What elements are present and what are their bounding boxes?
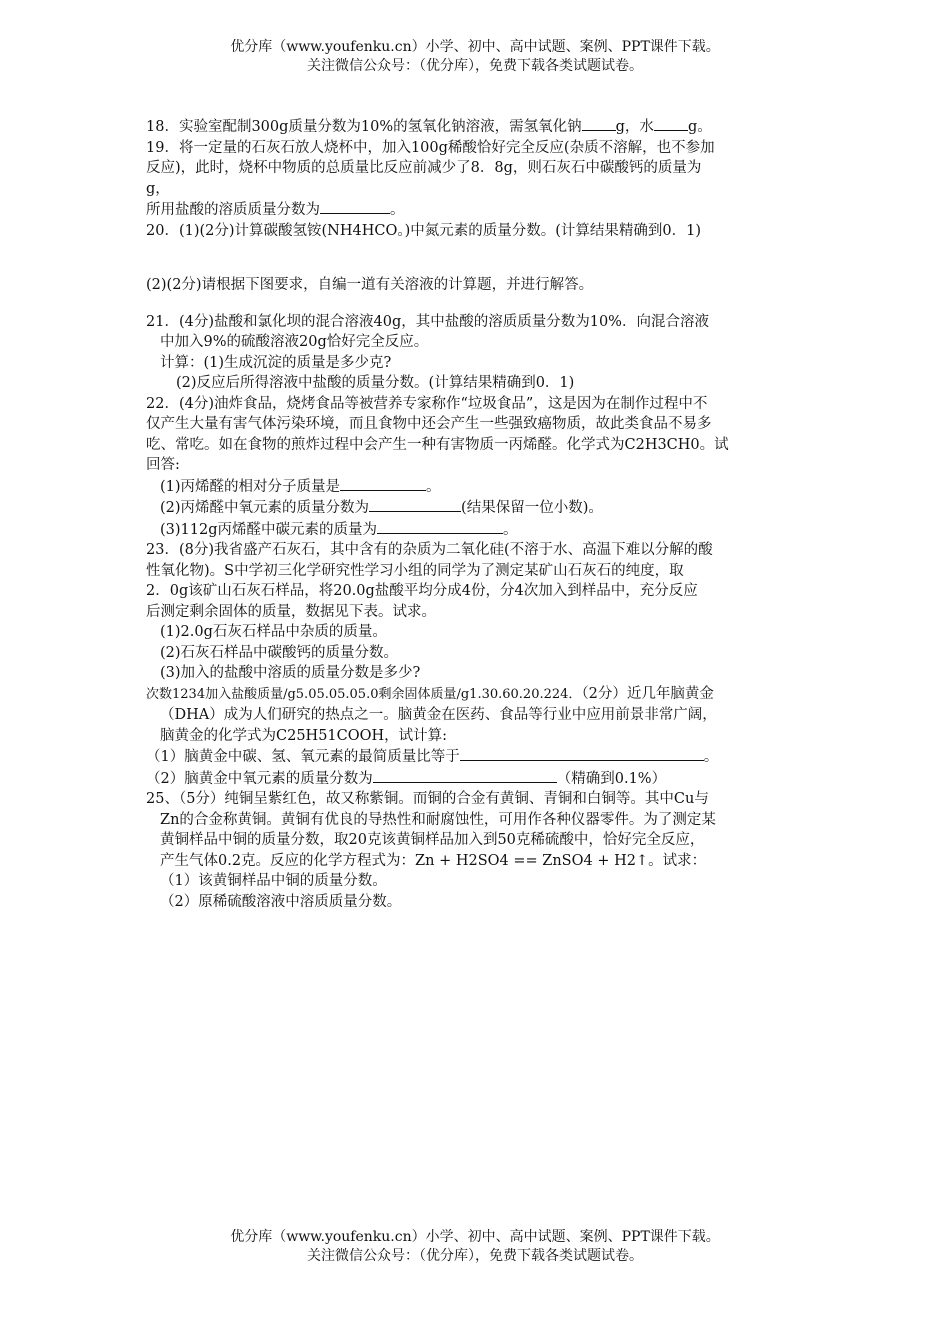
answer-blank[interactable] bbox=[369, 497, 461, 512]
answer-blank[interactable] bbox=[340, 476, 426, 491]
header-line-2: 关注微信公众号：（优分库），免费下载各类试题试卷。 bbox=[307, 58, 643, 74]
footer-line-2: 关注微信公众号：（优分库），免费下载各类试题试卷。 bbox=[307, 1248, 643, 1264]
page-footer bbox=[0, 1228, 950, 1266]
question-21: 21．(4分)盐酸和氯化坝的混合溶液40g，其中盐酸的溶质质量分数为10%．向混合溶液 中加入9%的硫酸溶液20g恰好完全反应。 计算：(1)生成沉淀的质量是多少克? (2)反应后所得溶液中盐酸的质量分数。(计算结果精确到0．1) bbox=[146, 313, 709, 391]
header-line-1: 优分库（www.youfenku.cn）小学、初中、高中试题、案例、PPT课件下载。 bbox=[230, 39, 720, 55]
question-content bbox=[146, 116, 810, 912]
question-23: 23．(8分)我省盛产石灰石，其中含有的杂质为二氧化硅(不溶于水、高温下难以分解的酸 性氧化物)。S中学初三化学研究性学习小组的同学为了测定某矿山石灰石的纯度，取 2．0g该矿山石灰石样品，将20.0g盐酸平均分成4份，分4次加入到样品中，充分反应 后测定剩余固体的质量，数据见下表。试求。 (1)2.0g石灰石样品中杂质的质量。 (2)石灰石样品中碳酸钙的质量分数。 (3)加入的盐酸中溶质的质量分数是多少? bbox=[146, 542, 713, 681]
answer-blank[interactable] bbox=[654, 116, 688, 131]
page-header bbox=[0, 38, 950, 76]
answer-blank[interactable] bbox=[373, 768, 557, 783]
answer-blank[interactable] bbox=[460, 746, 704, 761]
question-19: 19．将一定量的石灰石放人烧杯中，加入100g稀酸恰好完全反应(杂质不溶解，也不参加 反应)，此时，烧杯中物质的总质量比反应前减少了8．8g，则石灰石中碳酸钙的质量为 g， 所用盐酸的溶质质量分数为 。 bbox=[146, 139, 715, 218]
question-20: 20．(1)(2分)计算碳酸氢铵(NH4HCO。)中氮元素的质量分数。(计算结果精确到0．1) (2)(2分)请根据下图要求，自编一道有关溶液的计算题，并进行解答。 bbox=[146, 222, 702, 293]
question-18: 18．实验室配制300g质量分数为10%的氢氧化钠溶液，需氢氧化钠 g，水 g。 bbox=[146, 116, 810, 138]
question-24: 次数1234加入盐酸质量/g5.05.05.05.0剩余固体质量/g1.30.60.20.224．（2分）近几年脑黄金 （DHA）成为人们研究的热点之一。脑黄金在医药、食品等行业中应用前景非常广阔， 脑黄金的化学式为C25H51COOH，试计算: （1）脑黄金中碳、氢、氧元素的最简质量比等于 。 （2）脑黄金中氧元素的质量分数为 （精确到0.1%） bbox=[146, 685, 719, 787]
answer-blank[interactable] bbox=[582, 116, 616, 131]
question-22: 22．(4分)油炸食品，烧烤食品等被营养专家称作“垃圾食品”，这是因为在制作过程中不 仅产生大量有害气体污染环境，而且食物中还会产生一些强致癌物质，故此类食品不易多 吃、常吃。如在食物的煎炸过程中会产生一种有害物质一丙烯醛。化学式为C2H3CH0。试 回答: (1)丙烯醛的相对分子质量是 。 (2)丙烯醛中氧元素的质量分数为 (结果保留一位小数)。 (3)112g丙烯醛中碳元素的质量为 。 bbox=[146, 395, 729, 538]
footer-line-1: 优分库（www.youfenku.cn）小学、初中、高中试题、案例、PPT课件下载。 bbox=[230, 1229, 720, 1245]
answer-blank[interactable] bbox=[377, 519, 503, 534]
answer-blank[interactable] bbox=[320, 199, 390, 214]
data-table-flattened: 次数1234加入盐酸质量/g5.05.05.05.0剩余固体质量/g1.30.60.20.224． bbox=[146, 686, 582, 702]
question-25: 25、（5分）纯铜呈紫红色，故又称紫铜。而铜的合金有黄铜、青铜和白铜等。其中Cu与 Zn的合金称黄铜。黄铜有优良的导热性和耐腐蚀性，可用作各种仪器零件。为了测定某 黄铜样品中铜的质量分数，取20克该黄铜样品加入到50克稀硫酸中，恰好完全反应， 产生气体0.2克。反应的化学方程式为：Zn + H2SO4 == ZnSO4 + H2↑。试求： （1）该黄铜样品中铜的质量分数。 （2）原稀硫酸溶液中溶质质量分数。 bbox=[146, 791, 716, 910]
